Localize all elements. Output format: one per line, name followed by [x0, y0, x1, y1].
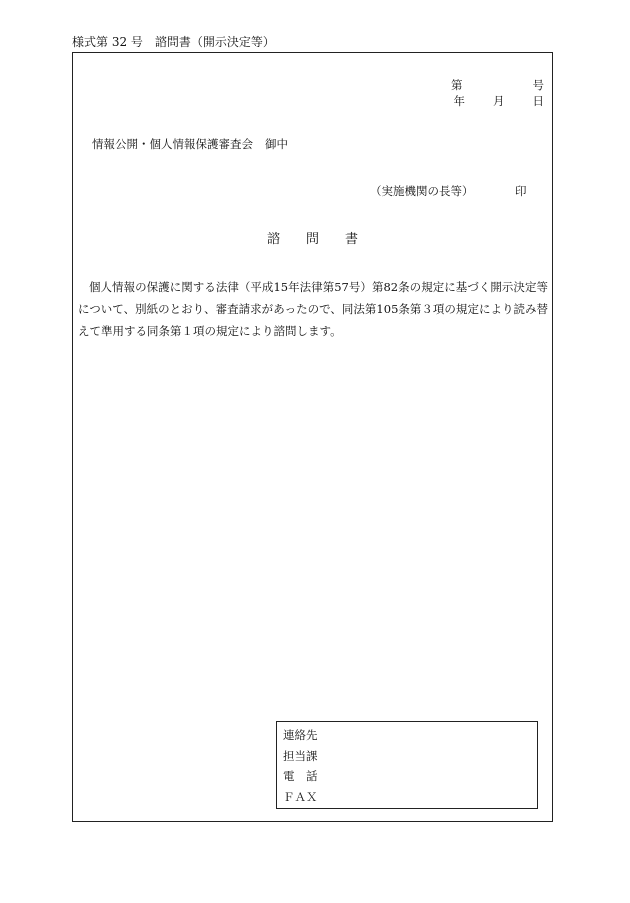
- date-day-label: 日: [532, 94, 544, 108]
- contact-box: [276, 721, 538, 809]
- seal-mark: 印: [515, 184, 527, 198]
- document-number-prefix: 第: [451, 78, 463, 92]
- document-number-line: [451, 77, 544, 93]
- sender-label: （実施機関の長等）: [370, 184, 474, 198]
- form-number-label: 様式第 32 号 諮問書（開示決定等）: [72, 35, 275, 49]
- body-paragraph: 個人情報の保護に関する法律（平成15年法律第57号）第82条の規定に基づく開示決定等について、別紙のとおり、審査請求があったので、同法第105条第３項の規定により読み替えて準用する同条第１項の規定により諮問します。: [78, 280, 548, 338]
- document-date-line: [454, 93, 545, 109]
- contact-label-phone: 電 話: [283, 769, 318, 783]
- addressee-honorific: 御中: [265, 137, 288, 151]
- addressee: [92, 136, 288, 152]
- document-number-suffix: 号: [532, 78, 544, 92]
- document-title: 諮問書: [266, 232, 384, 247]
- date-month-label: 月: [493, 94, 505, 108]
- contact-label-contact: 連絡先: [283, 728, 318, 742]
- document-frame: [72, 52, 553, 822]
- contact-label-fax: ＦＡＸ: [283, 789, 318, 804]
- contact-label-department: 担当課: [283, 748, 318, 763]
- addressee-name: 情報公開・個人情報保護審査会: [92, 137, 253, 151]
- date-year-label: 年: [453, 94, 465, 108]
